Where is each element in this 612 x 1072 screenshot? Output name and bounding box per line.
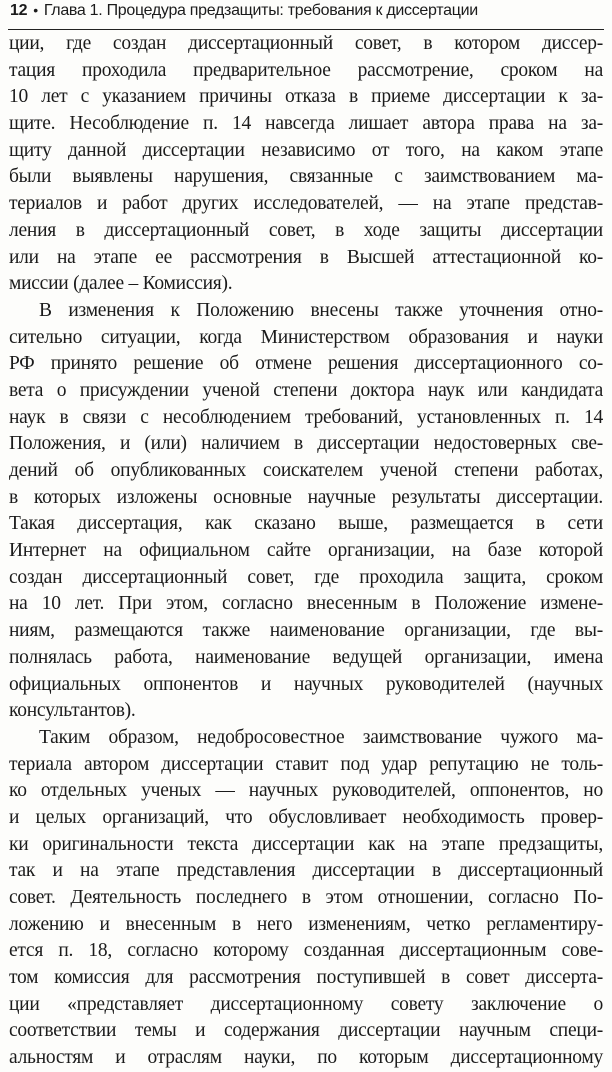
text-line: так и на этапе представления диссертации в диссертационный: [9, 860, 603, 882]
text-line: были выявлены нарушения, связанные с заимствованием ма-: [9, 166, 603, 188]
text-line: териала автором диссертации ставит под удар репутацию не толь-: [9, 753, 603, 775]
body-text: [9, 31, 603, 1072]
text-line: тация проходила предварительное рассмотрение, сроком на: [9, 59, 603, 81]
text-line: дений об опубликованных соискателем ученой степени работах,: [9, 460, 603, 481]
text-line: Такая диссертация, как сказано выше, размещается в сети: [9, 513, 603, 535]
text-line: ется п. 18, согласно которому созданная диссертационным сове-: [9, 940, 603, 962]
text-line: Интернет на официальном сайте организации, на базе которой: [9, 540, 603, 562]
text-line: ления в диссертационный совет, в ходе защиты диссертации: [9, 219, 603, 241]
text-line: ции «представляет диссертационному совету заключение о: [9, 993, 603, 1015]
text-line: соответствии темы и содержания диссертации научным специ-: [9, 1020, 603, 1042]
text-line: Таким образом, недобросовестное заимствование чужого ма-: [39, 726, 603, 748]
text-line: ниям, размещаются также наименование организации, где вы-: [9, 620, 603, 642]
text-line: щите. Несоблюдение п. 14 навсегда лишает автора права на за-: [9, 113, 603, 135]
text-line: в которых изложены основные научные результаты диссертации.: [9, 486, 603, 508]
header-rule: [8, 29, 604, 30]
text-line: ки оригинальности текста диссертации как на этапе предзащиты,: [9, 833, 603, 855]
text-line: териалов и работ других исследователей, — на этапе представ-: [9, 193, 603, 215]
text-line: или на этапе ее рассмотрения в Высшей аттестационной ко-: [9, 246, 603, 268]
text-line: ко отдельных ученых — научных руководителей, оппонентов, но: [9, 780, 603, 802]
text-line: консультантов).: [9, 700, 136, 722]
page-number: 12: [10, 2, 28, 19]
text-line: РФ принято решение об отмене решения диссертационного со-: [9, 353, 603, 375]
text-line: официальных оппонентов и научных руководителей (научных: [9, 673, 603, 695]
text-line: вета о присуждении ученой степени доктора наук или кандидата: [9, 379, 603, 401]
text-line: 10 лет с указанием причины отказа в приеме диссертации к за-: [9, 86, 603, 108]
text-line: В изменения к Положению внесены также уточнения отно-: [39, 299, 603, 321]
text-line: совет. Деятельность последнего в этом отношении, согласно По-: [9, 887, 603, 908]
chapter-title: Глава 1. Процедура предзащиты: требования к диссертации: [43, 2, 478, 19]
header-bullet: •: [33, 2, 38, 18]
text-line: и целых организаций, что обусловливает необходимость провер-: [9, 806, 603, 828]
text-line: ложению и внесенным в него изменениям, четко регламентиру-: [9, 913, 603, 935]
text-line: щиту данной диссертации независимо от того, на каком этапе: [9, 139, 603, 161]
paragraph: [9, 298, 603, 725]
running-header: [10, 2, 602, 28]
text-line: наук в связи с несоблюдением требований, установленных п. 14: [9, 406, 603, 428]
paragraph: [9, 725, 603, 1072]
paragraph: [9, 31, 603, 298]
text-line: альностям и отраслям науки, по которым диссертационному: [9, 1047, 603, 1069]
text-line: том комиссия для рассмотрения поступившей в совет диссерта-: [9, 967, 603, 989]
text-line: миссии (далее – Комиссия).: [9, 273, 233, 295]
text-line: на 10 лет. При этом, согласно внесенным в Положение измене-: [9, 593, 603, 615]
text-line: полнялась работа, наименование ведущей организации, имена: [9, 646, 603, 668]
text-line: сительно ситуации, когда Министерством образования и науки: [9, 326, 603, 348]
text-line: Положения, и (или) наличием в диссертации недостоверных све-: [9, 433, 603, 455]
text-line: создан диссертационный совет, где проходила защита, сроком: [9, 566, 603, 588]
text-line: ции, где создан диссертационный совет, в котором диссер-: [9, 33, 603, 54]
